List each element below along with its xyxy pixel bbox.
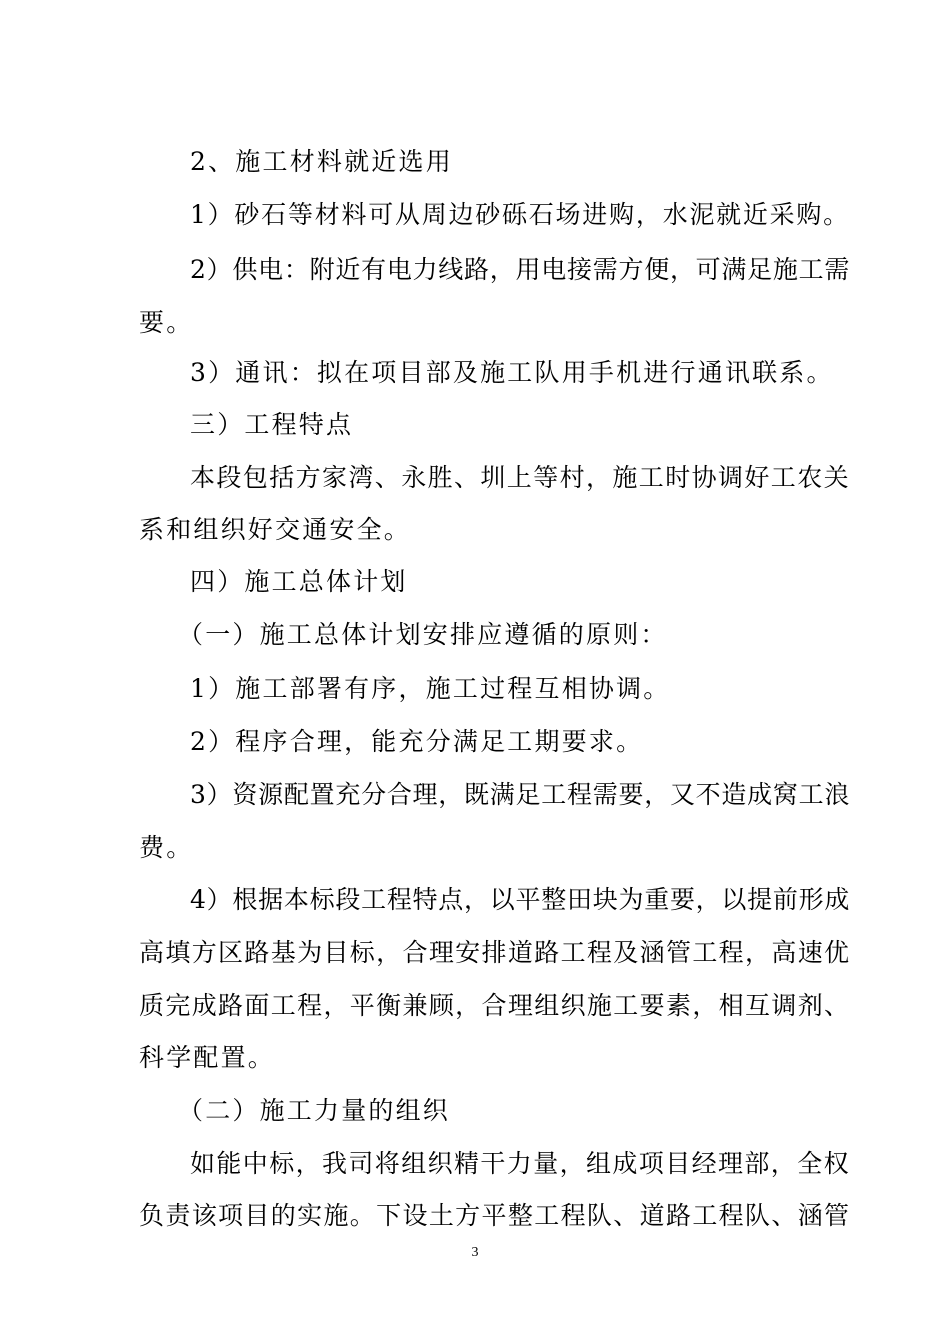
text-line: 科学配置。 (139, 1043, 276, 1072)
text-line: 1）砂石等材料可从周边砂砾石场进购，水泥就近采购。 (190, 200, 850, 229)
text-line: 系和组织好交通安全。 (139, 515, 412, 544)
subsection-heading: （一）施工总体计划安排应遵循的原则： (178, 620, 668, 649)
page-number: 3 (471, 1245, 479, 1260)
text-line: 2）供电：附近有电力线路，用电接需方便，可满足施工需 (190, 255, 851, 284)
text-line: 2）程序合理，能充分满足工期要求。 (190, 727, 644, 756)
text-line: 负责该项目的实施。下设土方平整工程队、道路工程队、涵管 (139, 1201, 851, 1230)
text-line: 如能中标，我司将组织精干力量，组成项目经理部，全权 (190, 1149, 851, 1178)
text-line: 本段包括方家湾、永胜、圳上等村，施工时协调好工农关 (190, 463, 851, 492)
text-line: 3）资源配置充分合理，既满足工程需要，又不造成窝工浪 (190, 780, 851, 809)
section-heading: 四）施工总体计划 (190, 567, 408, 596)
text-line: 4）根据本标段工程特点，以平整田块为重要，以提前形成 (190, 885, 851, 914)
text-line: 要。 (139, 308, 194, 337)
text-line: 3）通讯：拟在项目部及施工队用手机进行通讯联系。 (190, 358, 834, 387)
text-line: 高填方区路基为目标，合理安排道路工程及涵管工程，高速优 (139, 938, 851, 967)
text-line: 1）施工部署有序，施工过程互相协调。 (190, 674, 671, 703)
text-line: 费。 (139, 833, 194, 862)
text-line: 2、施工材料就近选用 (190, 147, 453, 176)
text-line: 质完成路面工程，平衡兼顾，合理组织施工要素，相互调剂、 (139, 991, 851, 1020)
section-heading: 三）工程特点 (190, 410, 354, 439)
subsection-heading: （二）施工力量的组织 (178, 1096, 451, 1125)
